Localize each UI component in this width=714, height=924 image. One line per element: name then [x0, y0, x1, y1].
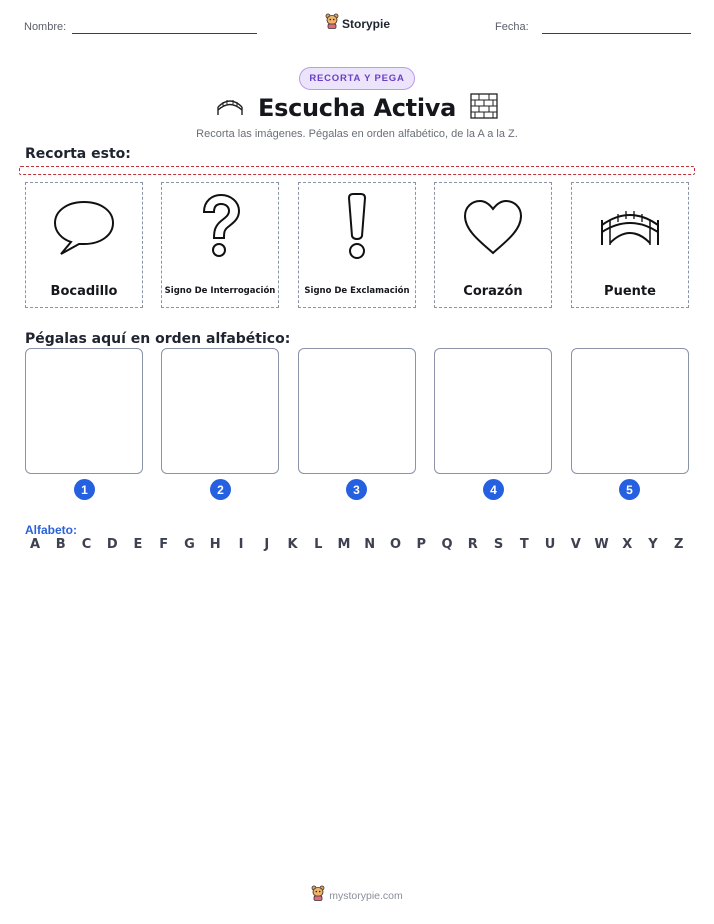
alphabet-letter: Y — [648, 537, 658, 552]
brand-logo — [325, 13, 390, 34]
alphabet-letter: R — [467, 537, 478, 552]
slot-number-badge: 3 — [346, 479, 367, 500]
card-label: Puente — [604, 284, 656, 299]
card-label: Corazón — [463, 284, 523, 299]
alphabet-letter: D — [106, 537, 118, 552]
alphabet-letter: U — [544, 537, 556, 552]
alphabet-letter: N — [364, 537, 376, 552]
footer — [0, 885, 714, 906]
slot-number-badge: 4 — [483, 479, 504, 500]
alphabet-letter: Z — [674, 537, 684, 552]
cut-card-interrogacion[interactable] — [161, 182, 279, 308]
paste-slot-2[interactable] — [161, 348, 279, 474]
instructions: Recorta las imágenes. Pégalas en orden alfabético, de la A a la Z. — [196, 128, 518, 140]
cut-card-bocadillo[interactable] — [25, 182, 143, 308]
paste-slot-4[interactable] — [434, 348, 552, 474]
name-label: Nombre: — [24, 21, 67, 33]
alphabet-letter: I — [238, 537, 244, 552]
heart-icon — [443, 191, 543, 263]
alphabet-letter: X — [622, 537, 633, 552]
paste-slot-3[interactable] — [298, 348, 416, 474]
alphabet-letter: M — [337, 537, 351, 552]
cut-section-title: Recorta esto: — [25, 146, 131, 162]
bridge-icon — [580, 191, 680, 263]
alphabet-letter: T — [519, 537, 529, 552]
alphabet-letter: W — [594, 537, 609, 552]
brand-name: Storypie — [342, 16, 391, 31]
cut-line — [19, 166, 695, 175]
bridge-decor-icon — [216, 95, 244, 122]
alphabet-letter: J — [264, 537, 270, 552]
speech-bubble-icon — [34, 191, 134, 263]
paste-slot-5[interactable] — [571, 348, 689, 474]
storypie-mascot-icon — [311, 885, 325, 906]
alphabet-letter: P — [416, 537, 427, 552]
card-label: Signo De Exclamación — [304, 286, 410, 296]
alphabet-letter: B — [55, 537, 66, 552]
paste-section-title: Pégalas aquí en orden alfabético: — [25, 331, 291, 347]
alphabet-letter: Q — [441, 537, 453, 552]
alphabet-letter: L — [314, 537, 323, 552]
alphabet-letter: V — [570, 537, 581, 552]
paste-slot-1[interactable] — [25, 348, 143, 474]
exclamation-mark-icon — [307, 191, 407, 263]
page-title: Escucha Activa — [258, 94, 456, 122]
alphabet-letter: S — [493, 537, 504, 552]
question-mark-icon — [170, 191, 270, 263]
date-label: Fecha: — [495, 21, 529, 33]
alphabet-title: Alfabeto: — [25, 523, 77, 537]
alphabet-letter: A — [29, 537, 41, 552]
slot-number-badge: 1 — [74, 479, 95, 500]
name-field-line[interactable] — [72, 33, 257, 34]
slot-number-badge: 5 — [619, 479, 640, 500]
cut-card-exclamacion[interactable] — [298, 182, 416, 308]
alphabet-letter: G — [184, 537, 195, 552]
alphabet-letter: K — [287, 537, 298, 552]
storypie-mascot-icon — [325, 13, 339, 34]
cut-card-corazon[interactable] — [434, 182, 552, 308]
alphabet-letter: C — [81, 537, 92, 552]
date-field-line[interactable] — [542, 33, 691, 34]
cut-card-puente[interactable] — [571, 182, 689, 308]
card-label: Bocadillo — [50, 284, 118, 299]
footer-url: mystorypie.com — [329, 889, 403, 902]
alphabet-letter: F — [159, 537, 169, 552]
card-label: Signo De Interrogación — [164, 286, 276, 296]
alphabet-letter: O — [389, 537, 402, 552]
slot-number-badge: 2 — [210, 479, 231, 500]
title-row — [0, 90, 714, 126]
alphabet-row — [25, 537, 689, 552]
alphabet-letter: H — [209, 537, 221, 552]
brick-wall-icon — [470, 93, 498, 124]
activity-badge: RECORTA Y PEGA — [299, 67, 415, 90]
alphabet-letter: E — [133, 537, 143, 552]
